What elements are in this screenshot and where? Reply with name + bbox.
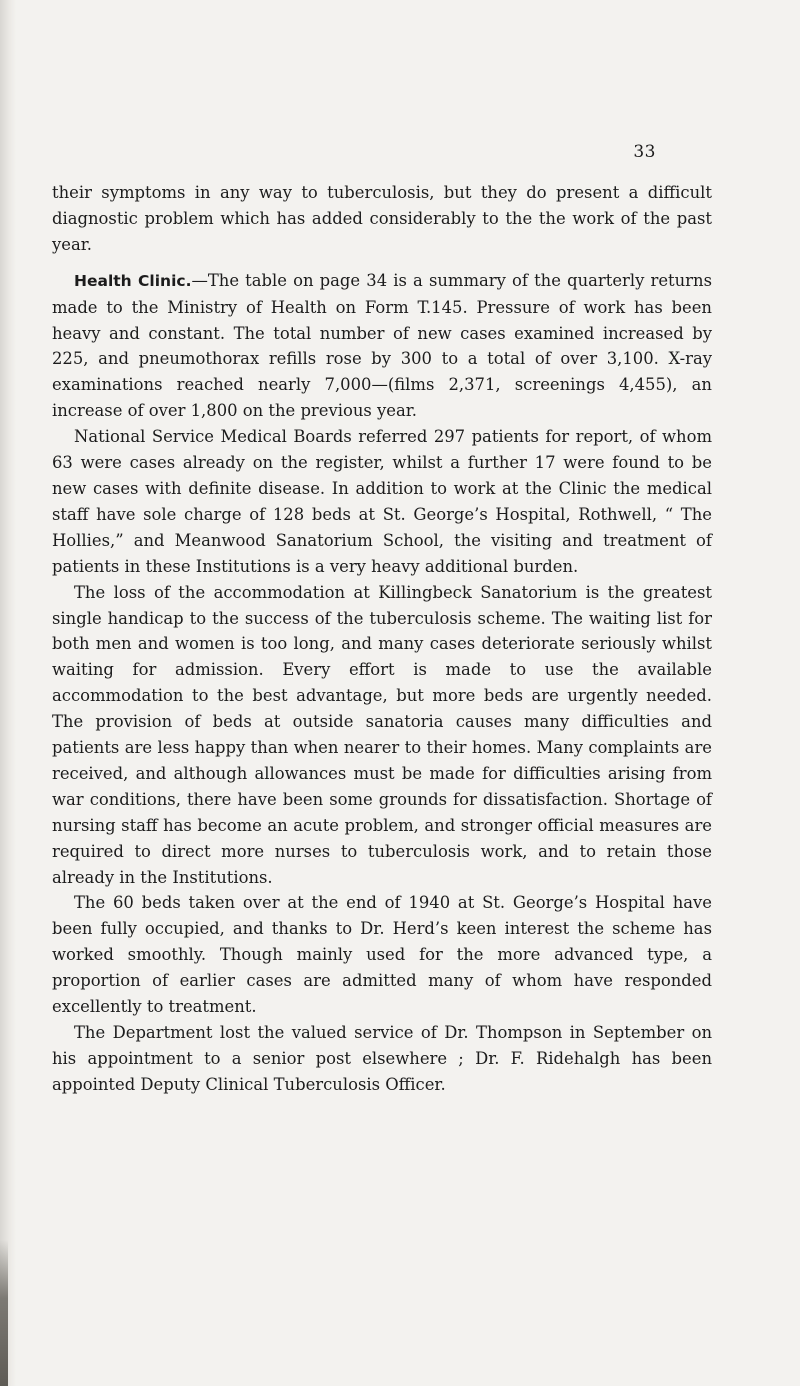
page-edge-shadow: [0, 1240, 8, 1386]
page-binding-shadow: [0, 0, 16, 1386]
document-body: [52, 180, 712, 1098]
paragraph-health-clinic-text: —The table on page 34 is a summary of the quarterly returns made to the Ministry of Health on Form T.145. Pressure of work has been heavy and constant. The total number of new cases examined increased by 225, and pneumothorax refills rose by 300 to a total of over 3,100. X-ray examinations reached nearly 7,000—(films 2,371, screenings 4,455), an increase of over 1,800 on the previous year.: [52, 270, 712, 421]
paragraph-continuation: their symptoms in any way to tuberculosis, but they do present a difficult diagnostic problem which has added considerably to the the work of the past year.: [52, 183, 712, 254]
paragraph-national-service: National Service Medical Boards referred 297 patients for report, of whom 63 were cases already on the register, whilst a further 17 were found to be new cases with definite disease. In addition to work at the Clinic the medical staff have sole charge of 128 beds at St. George’s Hospital, Rothwell, “ The Hollies,” and Meanwood Sanatorium School, the visiting and treatment of patients in these Institutions is a very heavy additional burden.: [52, 427, 712, 576]
paragraph-killingbeck: The loss of the accommodation at Killingbeck Sanatorium is the greatest single handicap to the success of the tuberculosis scheme. The waiting list for both men and women is too long, and many cases deteriorate seriously whilst waiting for admission. Every effort is made to use the available accommodation to the best advantage, but more beds are urgently needed. The provision of beds at outside sanatoria causes many difficulties and patients are less happy than when nearer to their homes. Many complaints are received, and although allowances must be made for difficulties arising from war conditions, there have been some grounds for dissatisfaction. Shortage of nursing staff has become an acute problem, and stronger official measures are required to direct more nurses to tuberculosis work, and to retain those already in the Institutions.: [52, 582, 712, 887]
paragraph-health-clinic: [52, 268, 712, 424]
paragraph-department-staff: The Department lost the valued service of Dr. Thompson in September on his appointment to a senior post elsewhere ; Dr. F. Ridehalgh has been appointed Deputy Clinical Tuberculosis Officer.: [52, 1023, 712, 1094]
page-number: 33: [633, 142, 656, 162]
paragraph-st-georges: The 60 beds taken over at the end of 1940 at St. George’s Hospital have been fully occupied, and thanks to Dr. Herd’s keen interest the scheme has worked smoothly. Though mainly used for the more advanced type, a proportion of earlier cases are admitted many of whom have responded excellently to treatment.: [52, 893, 712, 1017]
section-heading-health-clinic: Health Clinic.: [74, 271, 192, 290]
